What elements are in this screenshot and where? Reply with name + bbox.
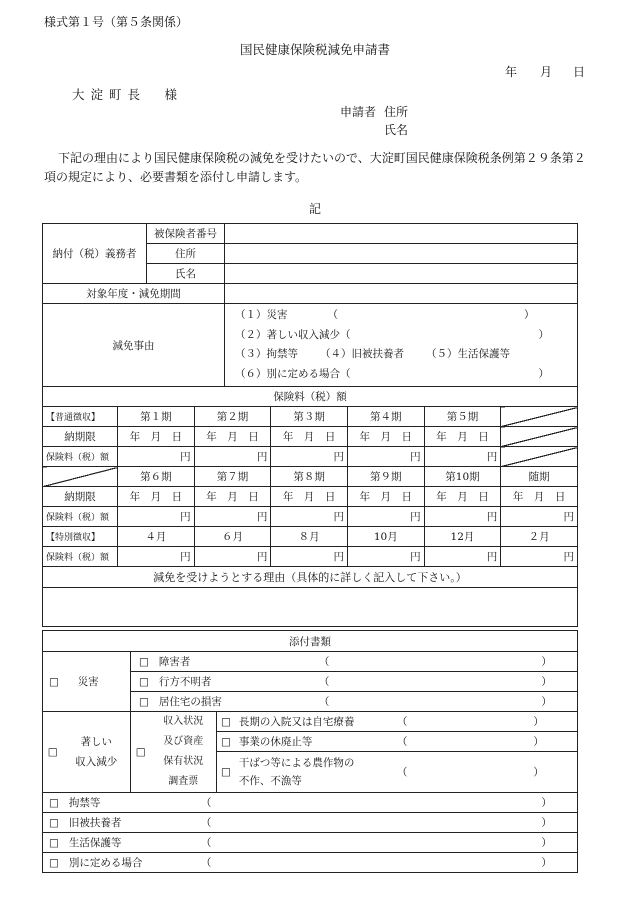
period-header: 第７期: [194, 467, 271, 487]
amount-field[interactable]: 円: [424, 547, 501, 567]
disaster-checkbox[interactable]: □: [49, 676, 59, 688]
applicant-name-label: 氏名: [384, 123, 409, 137]
period-header: 第６期: [118, 467, 195, 487]
other-label: 旧被扶養者: [68, 817, 122, 829]
disaster-item-row: □ 行方不明者 （ ）: [131, 672, 578, 692]
other-checkbox[interactable]: □: [49, 837, 59, 849]
due-date-field[interactable]: 年 月 日: [118, 427, 195, 447]
income-item-label: 干ばつ等による農作物の 不作、不漁等: [238, 757, 355, 787]
period-header: 第９期: [347, 467, 424, 487]
due-date-field[interactable]: 年 月 日: [271, 487, 348, 507]
premium-title: 保険料（税）額: [43, 387, 578, 407]
other-attachment-row: □ 別に定める場合 （ ）: [43, 853, 578, 873]
amount-field[interactable]: 円: [424, 447, 501, 467]
amount-field[interactable]: 円: [194, 547, 271, 567]
amount-field[interactable]: 円: [118, 447, 195, 467]
intro-paragraph: 下記の理由により国民健康保険税の減免を受けたいので、大淀町国民健康保険税条例第２９条第２項の規定により、必要書類を添付し申請します。: [44, 151, 586, 184]
amount-field[interactable]: 円: [194, 447, 271, 467]
applicant-label: 申請者: [340, 105, 377, 119]
month-header: ６月: [194, 527, 271, 547]
reason-option-income[interactable]: （２）著しい収入減少（ ）: [235, 328, 549, 341]
amount-field[interactable]: 円: [118, 507, 195, 527]
income-item-label: 長期の入院又は自宅療養: [238, 716, 355, 728]
amount-label: 保険料（税）額: [43, 547, 118, 567]
income-item-checkbox[interactable]: □: [221, 736, 231, 748]
due-date-label: 納期限: [43, 487, 118, 507]
period-header: 第８期: [271, 467, 348, 487]
insured-number-field[interactable]: [225, 224, 578, 244]
other-label: 別に定める場合: [68, 857, 143, 869]
date-year-label: 年: [505, 65, 518, 79]
amount-field[interactable]: 円: [271, 447, 348, 467]
period-header: 随期: [501, 467, 578, 487]
period-header: 第１期: [118, 407, 195, 427]
disaster-item-checkbox[interactable]: □: [139, 696, 149, 708]
empty-cell: [501, 447, 578, 467]
month-header: 12月: [424, 527, 501, 547]
other-checkbox[interactable]: □: [49, 797, 59, 809]
taxpayer-name-label: 氏名: [147, 264, 225, 284]
income-item-checkbox[interactable]: □: [221, 766, 231, 778]
amount-field[interactable]: 円: [271, 507, 348, 527]
amount-field[interactable]: 円: [501, 547, 578, 567]
ordinary-collection-label: 【普通徴収】: [43, 407, 118, 427]
applicant-info-table: [42, 223, 578, 387]
month-header: ４月: [118, 527, 195, 547]
other-label: 生活保護等: [68, 837, 122, 849]
income-checkbox[interactable]: □: [43, 712, 63, 793]
disaster-item-label: 障害者: [158, 656, 191, 668]
due-date-field[interactable]: 年 月 日: [271, 427, 348, 447]
survey-label: 収入状況 及び資産 保有状況 調査票: [151, 712, 217, 793]
reason-detail-label: 減免を受けようとする理由（具体的に詳しく記入して下さい。）: [43, 567, 578, 588]
income-label: 著しい 収入減少: [63, 712, 131, 793]
period-header: 第10期: [424, 467, 501, 487]
due-date-field[interactable]: 年 月 日: [501, 487, 578, 507]
disaster-item-checkbox[interactable]: □: [139, 676, 149, 688]
amount-field[interactable]: 円: [424, 507, 501, 527]
amount-label: 保険料（税）額: [43, 447, 118, 467]
month-header: ８月: [271, 527, 348, 547]
reason-options[interactable]: [225, 304, 578, 387]
empty-cell: [501, 407, 578, 427]
disaster-item-row: □ 障害者 （ ）: [131, 652, 578, 672]
disaster-attachment-group: [43, 652, 131, 712]
attachments-title: 添付書類: [43, 631, 578, 652]
survey-checkbox[interactable]: □: [131, 712, 151, 793]
month-header: ２月: [501, 527, 578, 547]
empty-cell: [501, 427, 578, 447]
period-label: 対象年度・減免期間: [43, 284, 225, 304]
income-item-row: □ 事業の休廃止等 （ ）: [217, 732, 578, 752]
amount-field[interactable]: 円: [347, 547, 424, 567]
page-title: 国民健康保険税減免申請書: [239, 42, 390, 57]
due-date-field[interactable]: 年 月 日: [194, 427, 271, 447]
reason-option-detention[interactable]: （３）拘禁等 （４）旧被扶養者 （５）生活保護等: [235, 348, 510, 360]
taxpayer-address-label: 住所: [147, 244, 225, 264]
due-date-field[interactable]: 年 月 日: [118, 487, 195, 507]
amount-label: 保険料（税）額: [43, 507, 118, 527]
period-header: 第２期: [194, 407, 271, 427]
other-checkbox[interactable]: □: [49, 857, 59, 869]
other-attachment-row: □ 旧被扶養者 （ ）: [43, 813, 578, 833]
taxpayer-label: 納付（税）義務者: [43, 224, 147, 284]
form-number: 様式第１号（第５条関係）: [44, 15, 189, 29]
period-field[interactable]: [225, 284, 578, 304]
other-attachment-row: □ 拘禁等 （ ）: [43, 793, 578, 813]
amount-field[interactable]: 円: [194, 507, 271, 527]
other-checkbox[interactable]: □: [49, 817, 59, 829]
date-day-label: 日: [573, 65, 586, 79]
due-date-field[interactable]: 年 月 日: [424, 427, 501, 447]
reason-option-disaster[interactable]: （１）災害 （ ）: [235, 309, 535, 321]
ki-heading: 記: [308, 202, 321, 216]
disaster-item-label: 行方不明者: [158, 676, 212, 688]
reason-detail-field[interactable]: [43, 588, 578, 627]
amount-field[interactable]: 円: [271, 547, 348, 567]
disaster-item-row: □ 居住宅の損害 （ ）: [131, 692, 578, 712]
reason-label: 減免事由: [43, 304, 225, 387]
amount-field[interactable]: 円: [347, 447, 424, 467]
date-month-label: 月: [540, 65, 553, 79]
insured-number-label: 被保険者番号: [147, 224, 225, 244]
income-item-row: □ 長期の入院又は自宅療養 （ ）: [217, 712, 578, 732]
premium-table: [42, 386, 578, 627]
addressee: 大淀町長 様: [72, 87, 184, 102]
disaster-item-label: 居住宅の損害: [158, 696, 222, 708]
period-header: 第４期: [347, 407, 424, 427]
due-date-field[interactable]: 年 月 日: [194, 487, 271, 507]
disaster-item-checkbox[interactable]: □: [139, 656, 149, 668]
month-header: 10月: [347, 527, 424, 547]
income-item-label: 事業の休廃止等: [238, 736, 313, 748]
income-item-checkbox[interactable]: □: [221, 716, 231, 728]
special-collection-label: 【特別徴収】: [43, 527, 118, 547]
amount-field[interactable]: 円: [347, 507, 424, 527]
period-header: 第５期: [424, 407, 501, 427]
disaster-label: 災害: [77, 676, 99, 688]
taxpayer-name-field[interactable]: [225, 264, 578, 284]
amount-field[interactable]: 円: [118, 547, 195, 567]
other-attachment-row: □ 生活保護等 （ ）: [43, 833, 578, 853]
amount-field[interactable]: 円: [501, 507, 578, 527]
period-header: 第３期: [271, 407, 348, 427]
due-date-field[interactable]: 年 月 日: [347, 427, 424, 447]
income-item-row: □干ばつ等による農作物の 不作、不漁等（ ）: [217, 752, 578, 793]
due-date-field[interactable]: 年 月 日: [347, 487, 424, 507]
applicant-address-label: 住所: [384, 105, 409, 119]
due-date-field[interactable]: 年 月 日: [424, 487, 501, 507]
due-date-label: 納期限: [43, 427, 118, 447]
attachments-table: [42, 630, 578, 873]
empty-cell: [43, 467, 118, 487]
other-label: 拘禁等: [68, 797, 101, 809]
taxpayer-address-field[interactable]: [225, 244, 578, 264]
reason-option-other[interactable]: （６）別に定める場合（ ）: [235, 367, 549, 380]
